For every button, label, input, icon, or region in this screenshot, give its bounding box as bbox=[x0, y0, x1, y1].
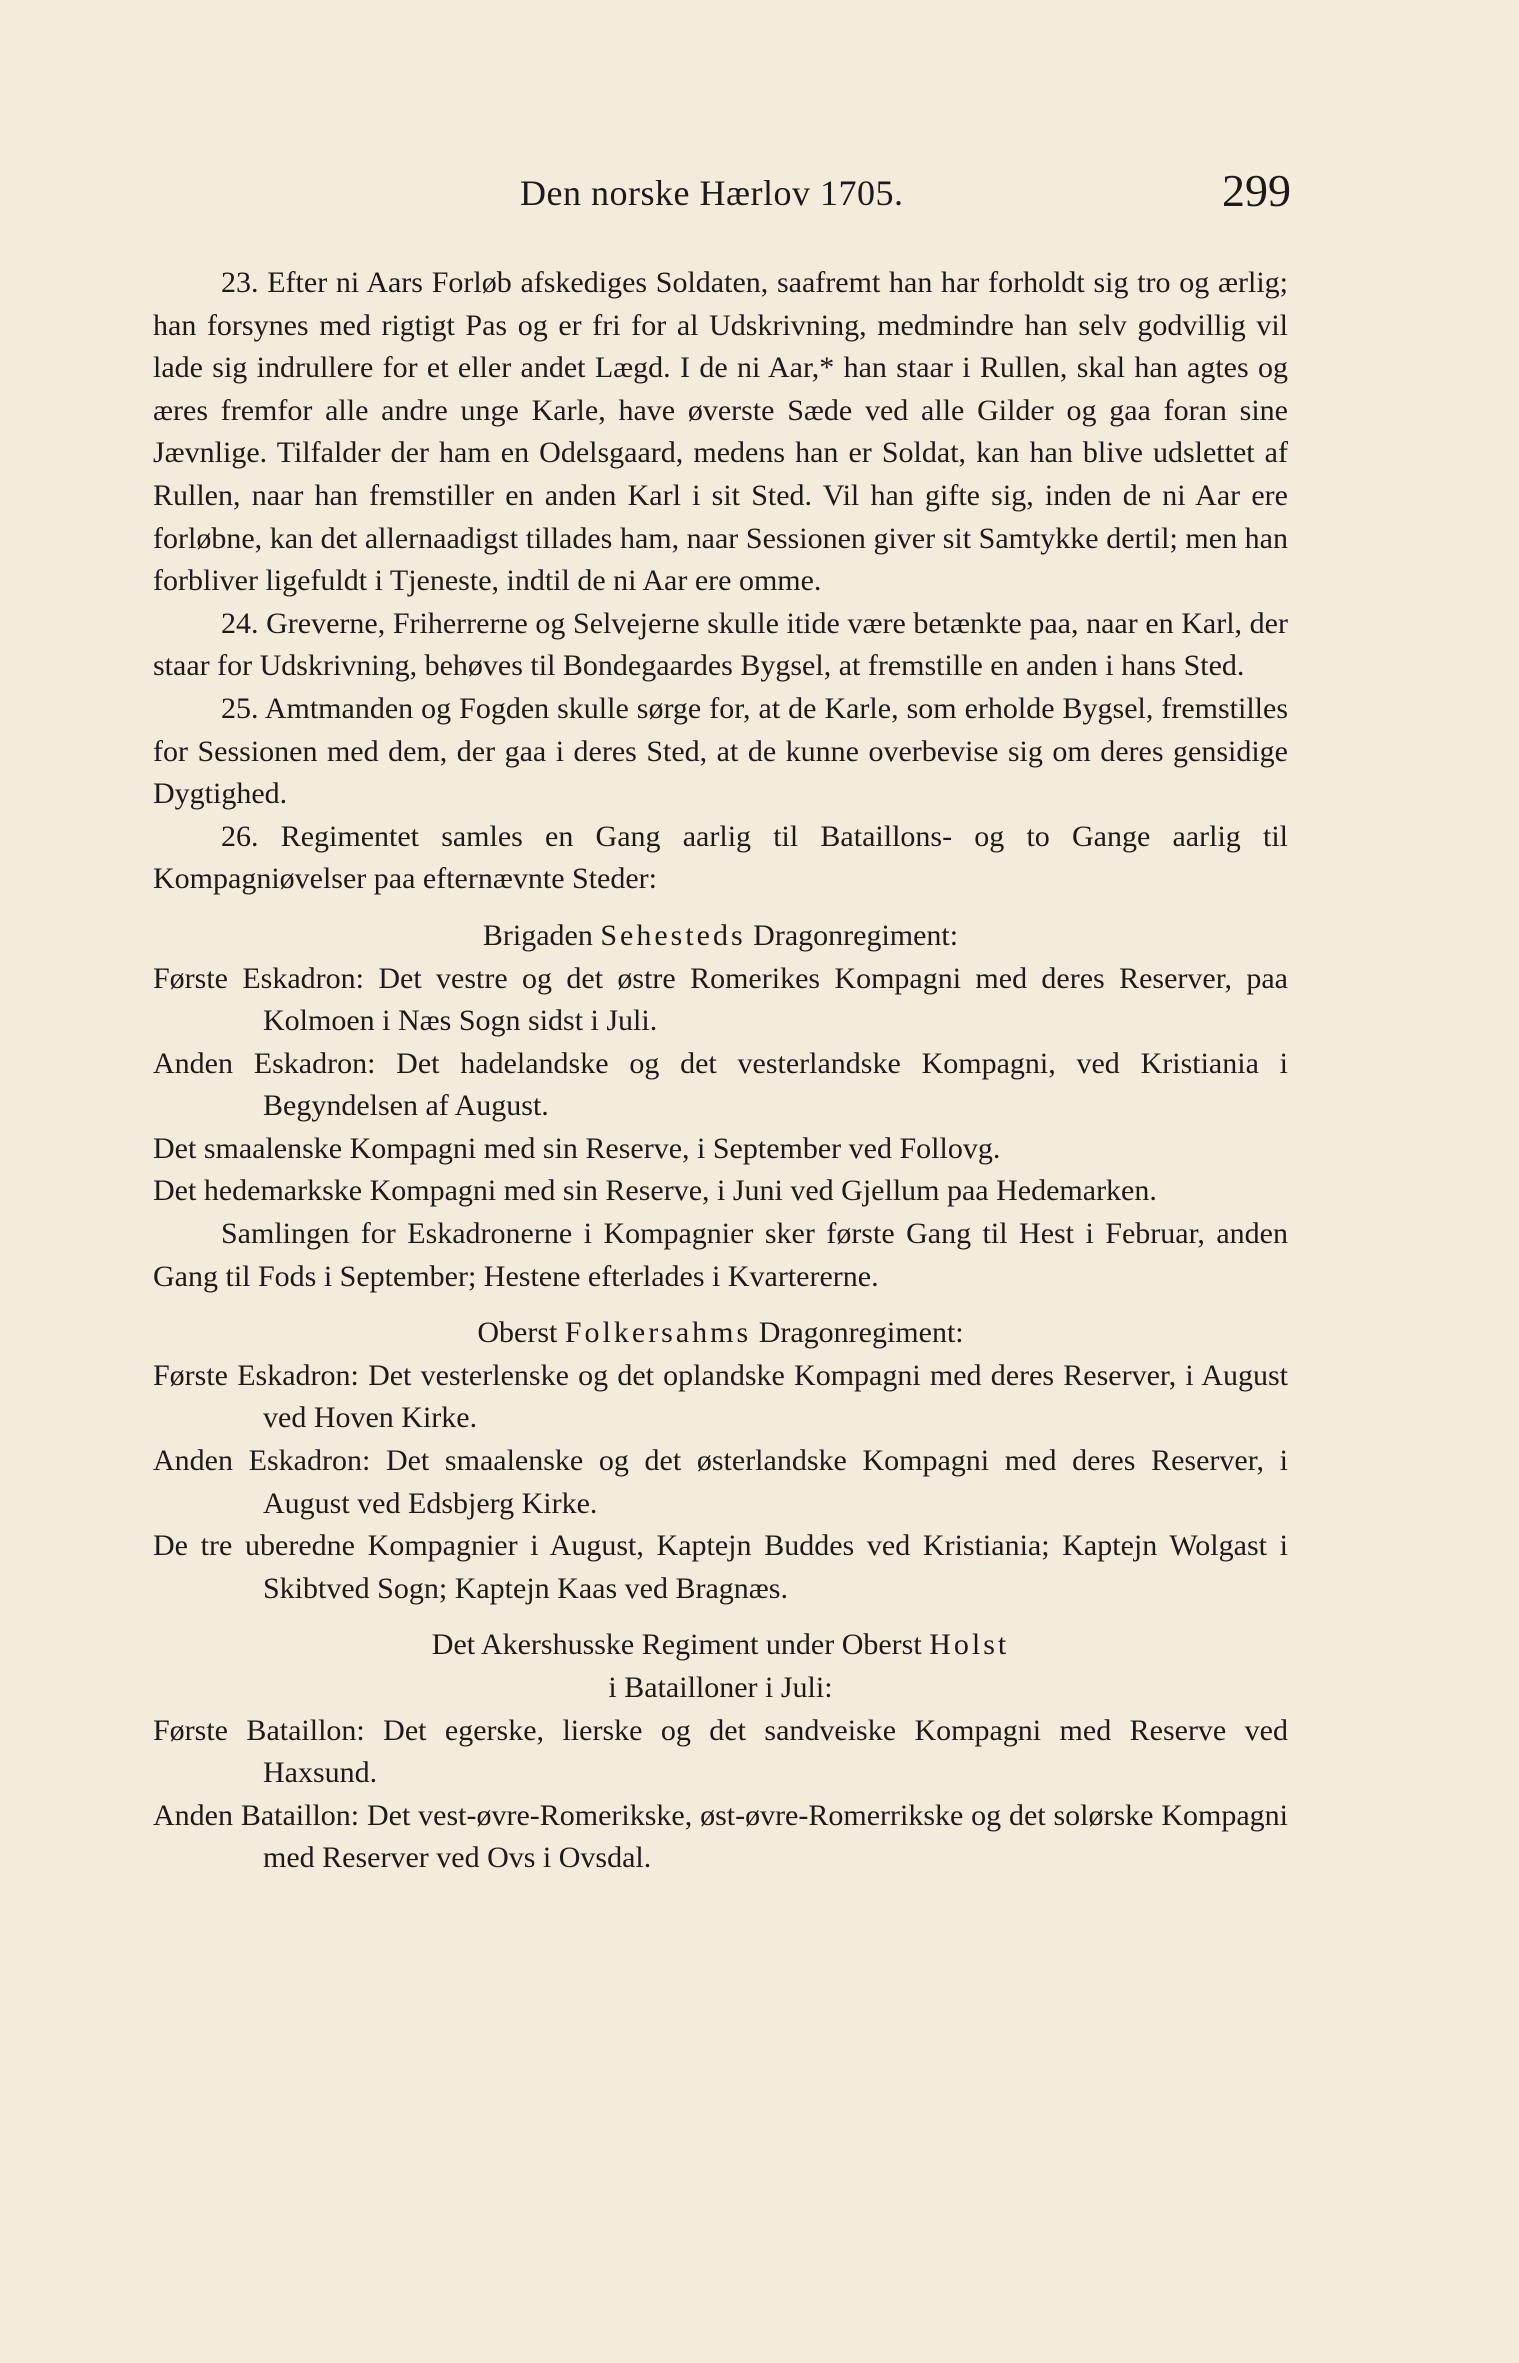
list-item: Første Bataillon: Det egerske, lierske og det sandveiske Kompagni med Reserve ved Haxsund. bbox=[153, 1713, 1288, 1790]
heading-spaced-name: Sehesteds bbox=[600, 918, 746, 952]
page-number: 299 bbox=[1222, 165, 1291, 216]
section-note: Samlingen for Eskadronerne i Kompagnier sker første Gang til Hest i Februar, anden Gang til Fods i September; Hestene efterlades i Kvartererne. bbox=[153, 1217, 1288, 1293]
list-item: Første Eskadron: Det vesterlenske og det oplandske Kompagni med deres Reserver, i August ved Hoven Kirke. bbox=[153, 1358, 1288, 1435]
list-item: Anden Eskadron: Det hadelandske og det vesterlandske Kompagni, ved Kristiania i Begyndelsen af August. bbox=[153, 1046, 1288, 1123]
section-heading-subline: i Bataillоner i Juli: bbox=[608, 1671, 833, 1704]
list-item: Anden Bataillon: Det vest-øvre-Romerikske, øst-øvre-Romerrikske og det solørske Kompagni med Reserver ved Ovs i Ovsdal. bbox=[153, 1798, 1288, 1875]
paragraph-25: 25. Amtmanden og Fogden skulle sørge for, at de Karle, som erholde Bygsel, fremstilles for Sessionen med dem, der gaa i deres Sted, at de kunne overbevise sig om deres gensidige Dygtighed. bbox=[153, 691, 1288, 811]
heading-suffix: Dragonregiment: bbox=[751, 1316, 964, 1350]
body-text bbox=[153, 262, 1288, 1880]
paragraph-23: 23. Efter ni Aars Forløb afskediges Soldaten, saafremt han har forholdt sig tro og ærlig; han forsynes med rigtigt Pas og er fri for al Udskrivning, medmindre han selv godvillig vil lade sig indrullere for et eller andet Lægd. I de ni Aar,* han staar i Rullen, skal han agtes og æres fremfor alle andre unge Karle, have øverste Sæde ved alle Gilder og gaa foran sine Jævnlige. Tilfalder der ham en Odelsgaard, medens han er Soldat, kan han blive udslettet af Rullen, naar han fremstiller en anden Karl i sit Sted. Vil han gifte sig, inden de ni Aar ere forløbne, kan det allernaadigst tillades ham, naar Sessionen giver sit Samtykke dertil; men han forbliver ligefuldt i Tjeneste, indtil de ni Aar ere omme. bbox=[153, 266, 1288, 598]
running-title: Den norske Hærlov 1705. bbox=[520, 173, 904, 213]
heading-spaced-name: Folkersahms bbox=[564, 1316, 752, 1350]
section-heading-sehested bbox=[153, 915, 1288, 958]
list-item: Første Eskadron: Det vestre og det østre Romerikes Kompagni med deres Reserver, paa Kolmoen i Næs Sogn sidst i Juli. bbox=[153, 961, 1288, 1038]
section-heading-akershus bbox=[153, 1624, 1288, 1667]
page-header bbox=[0, 165, 1519, 228]
heading-spaced-name: Holst bbox=[929, 1628, 1010, 1662]
section-heading-folkersahm bbox=[153, 1312, 1288, 1355]
heading-prefix: Oberst bbox=[477, 1316, 565, 1350]
heading-prefix: Det Akershusske Regiment under Oberst bbox=[431, 1628, 930, 1662]
list-item: Det smaalenske Kompagni med sin Reserve, i September ved Follovg. bbox=[153, 1131, 1001, 1165]
heading-suffix: Dragonregiment: bbox=[745, 918, 959, 952]
paragraph-26: 26. Regimentet samles en Gang aarlig til Bataillons- og to Gange aarlig til Kompagniøvelser paa efternævnte Steder: bbox=[153, 819, 1288, 896]
heading-prefix: Brigaden bbox=[482, 918, 601, 952]
list-item: De tre uberedne Kompagnier i August, Kaptejn Buddes ved Kristiania; Kaptejn Wolgast i Skibtved Sogn; Kaptejn Kaas ved Bragnæs. bbox=[153, 1529, 1288, 1605]
list-item: Det hedemarkske Kompagni med sin Reserve, i Juni ved Gjellum paa Hedemarken. bbox=[153, 1174, 1157, 1208]
paragraph-24: 24. Greverne, Friherrerne og Selvejerne skulle itide være betænkte paa, naar en Karl, der staar for Udskrivning, behøves til Bondegaardes Bygsel, at fremstille en anden i hans Sted. bbox=[153, 606, 1288, 683]
list-item: Anden Eskadron: Det smaalenske og det østerlandske Kompagni med deres Reserver, i August ved Edsbjerg Kirke. bbox=[153, 1444, 1288, 1520]
